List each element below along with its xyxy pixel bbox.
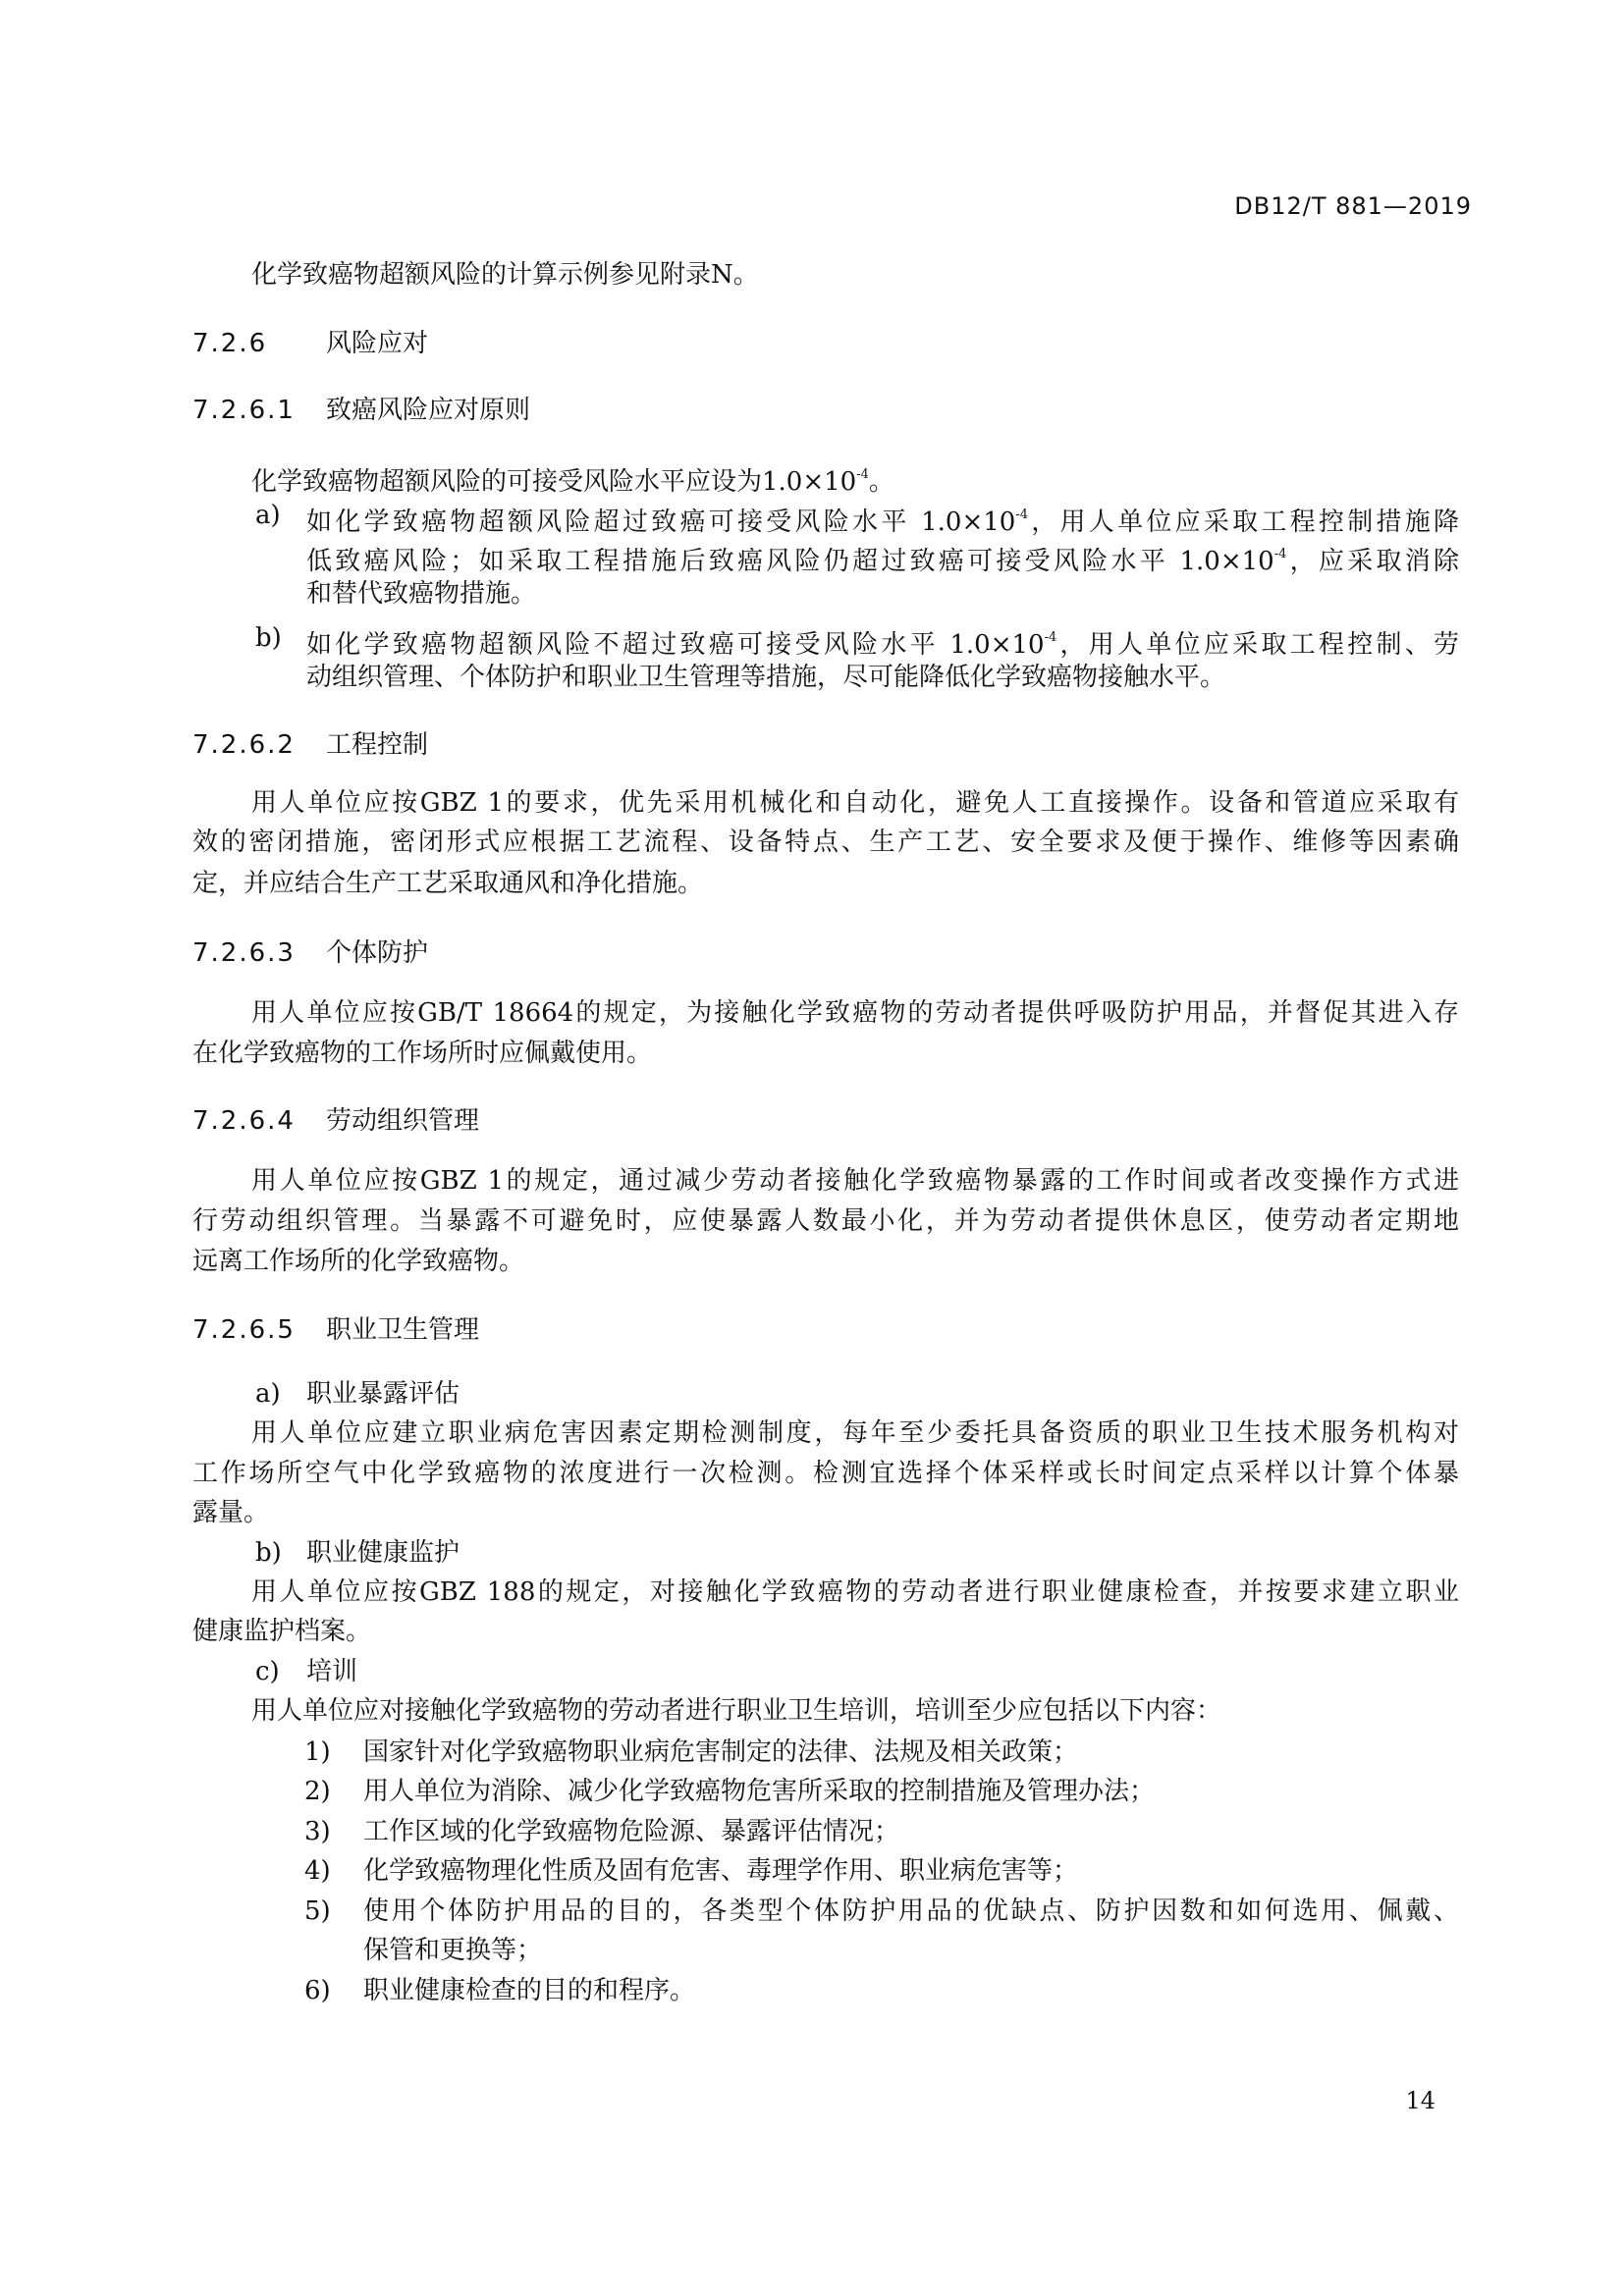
personal-protection-line-2: 在化学致癌物的工作场所时应佩戴使用。	[192, 1039, 653, 1068]
numbered-item-label-2: 2)	[304, 1777, 331, 1806]
section-heading-7-2-6-4	[192, 1106, 479, 1136]
numbered-item-5-line-1: 使用个体防护用品的目的，各类型个体防护用品的优缺点、防护因数和如何选用、佩戴、	[363, 1896, 1459, 1926]
section-title: 工程控制	[326, 730, 429, 760]
list-item-label-b: b)	[255, 623, 282, 653]
section-title: 职业卫生管理	[326, 1315, 480, 1345]
numbered-item-label-5: 5)	[304, 1896, 331, 1926]
text-span: 如化学致癌物超额风险超过致癌可接受风险水平 1.0×10	[306, 507, 1016, 537]
text-span: 如化学致癌物超额风险不超过致癌可接受风险水平 1.0×10	[306, 630, 1045, 660]
numbered-item-6: 职业健康检查的目的和程序。	[363, 1976, 696, 2005]
section-number: 7.2.6.4	[192, 1106, 296, 1136]
numbered-item-label-3: 3)	[304, 1817, 331, 1846]
exponent: -4	[1273, 547, 1287, 561]
exponent: -4	[1015, 507, 1028, 522]
text-span: 低致癌风险；如采取工程措施后致癌风险仍超过致癌可接受风险水平 1.0×10	[306, 547, 1274, 576]
list-item-a-line-1	[306, 501, 1459, 537]
text-span: ，用人单位应采取工程控制、劳	[1056, 630, 1459, 660]
text-span: 化学致癌物超额风险的可接受风险水平应设为1.0×10	[251, 467, 857, 497]
numbered-item-2: 用人单位为消除、减少化学致癌物危害所采取的控制措施及管理办法；	[363, 1777, 1156, 1806]
labor-organization-line-2: 行劳动组织管理。当暴露不可避免时，应使暴露人数最小化，并为劳动者提供休息区，使劳动者定期地	[192, 1206, 1459, 1236]
intro-paragraph: 化学致癌物超额风险的计算示例参见附录N。	[251, 260, 759, 290]
section-number: 7.2.6.3	[192, 938, 296, 968]
labor-organization-line-1: 用人单位应按GBZ 1的规定，通过减少劳动者接触化学致癌物暴露的工作时间或者改变操作方式进	[251, 1166, 1459, 1196]
section-heading-7-2-6	[192, 329, 428, 358]
text-span: 。	[868, 467, 894, 497]
numbered-item-4: 化学致癌物理化性质及固有危害、毒理学作用、职业病危害等；	[363, 1856, 1079, 1886]
subsection-title-health-surveillance: 职业健康监护	[306, 1538, 460, 1568]
section-heading-7-2-6-1	[192, 396, 530, 425]
section-title: 劳动组织管理	[326, 1106, 480, 1136]
exposure-assessment-line-3: 露量。	[192, 1498, 270, 1527]
numbered-item-1: 国家针对化学致癌物职业病危害制定的法律、法规及相关政策；	[363, 1737, 1079, 1767]
section-heading-7-2-6-2	[192, 730, 428, 760]
personal-protection-line-1: 用人单位应按GB/T 18664的规定，为接触化学致癌物的劳动者提供呼吸防护用品，并督促其进入存	[251, 998, 1459, 1028]
list-item-label-a: a)	[255, 501, 281, 530]
page-number: 14	[1405, 2087, 1435, 2114]
engineering-control-line-3: 定，并应结合生产工艺采取通风和净化措施。	[192, 869, 704, 898]
numbered-item-label-6: 6)	[304, 1976, 331, 2005]
list-item-a-line-2	[306, 540, 1459, 576]
section-title: 致癌风险应对原则	[326, 396, 531, 425]
list-item-label-c: c)	[255, 1657, 280, 1686]
list-item-b-line-1	[306, 623, 1459, 660]
text-span: ，应采取消除	[1286, 547, 1459, 576]
section-number: 7.2.6	[192, 329, 268, 358]
section-heading-7-2-6-5	[192, 1315, 479, 1345]
numbered-item-label-1: 1)	[304, 1737, 331, 1767]
engineering-control-line-2: 效的密闭措施，密闭形式应根据工艺流程、设备特点、生产工艺、安全要求及便于操作、维修等因素确	[192, 828, 1459, 857]
text-span: ，用人单位应采取工程控制措施降	[1028, 507, 1459, 537]
numbered-item-3: 工作区域的化学致癌物危险源、暴露评估情况；	[363, 1817, 900, 1846]
section-title: 个体防护	[326, 938, 429, 968]
section-number: 7.2.6.5	[192, 1315, 296, 1345]
section-number: 7.2.6.2	[192, 730, 296, 760]
exposure-assessment-line-1: 用人单位应建立职业病危害因素定期检测制度，每年至少委托具备资质的职业卫生技术服务机构对	[251, 1418, 1459, 1448]
acceptable-risk-paragraph	[251, 460, 894, 497]
list-item-a-line-3: 和替代致癌物措施。	[306, 579, 537, 609]
list-item-b-line-2: 动组织管理、个体防护和职业卫生管理等措施，尽可能降低化学致癌物接触水平。	[306, 663, 1226, 692]
document-code: DB12/T 881—2019	[1234, 192, 1472, 220]
subsection-title-exposure-assessment: 职业暴露评估	[306, 1379, 460, 1409]
labor-organization-line-3: 远离工作场所的化学致癌物。	[192, 1247, 525, 1276]
section-heading-7-2-6-3	[192, 938, 428, 968]
engineering-control-line-1: 用人单位应按GBZ 1的要求，优先采用机械化和自动化，避免人工直接操作。设备和管道应采取有	[251, 788, 1459, 818]
training-intro-line: 用人单位应对接触化学致癌物的劳动者进行职业卫生培训，培训至少应包括以下内容：	[251, 1696, 1222, 1726]
numbered-item-label-4: 4)	[304, 1856, 331, 1886]
health-surveillance-line-2: 健康监护档案。	[192, 1617, 372, 1646]
list-item-label-b: b)	[255, 1538, 282, 1568]
health-surveillance-line-1: 用人单位应按GBZ 188的规定，对接触化学致癌物的劳动者进行职业健康检查，并按要求建立职业	[251, 1577, 1459, 1607]
section-title: 风险应对	[326, 329, 429, 358]
section-number: 7.2.6.1	[192, 396, 296, 425]
exposure-assessment-line-2: 工作场所空气中化学致癌物的浓度进行一次检测。检测宜选择个体采样或长时间定点采样以计算个体暴	[192, 1459, 1459, 1488]
list-item-label-a: a)	[255, 1379, 281, 1409]
numbered-item-5-line-2: 保管和更换等；	[363, 1936, 543, 1965]
exponent: -4	[1044, 630, 1057, 645]
subsection-title-training: 培训	[306, 1657, 358, 1686]
exponent: -4	[856, 467, 869, 482]
